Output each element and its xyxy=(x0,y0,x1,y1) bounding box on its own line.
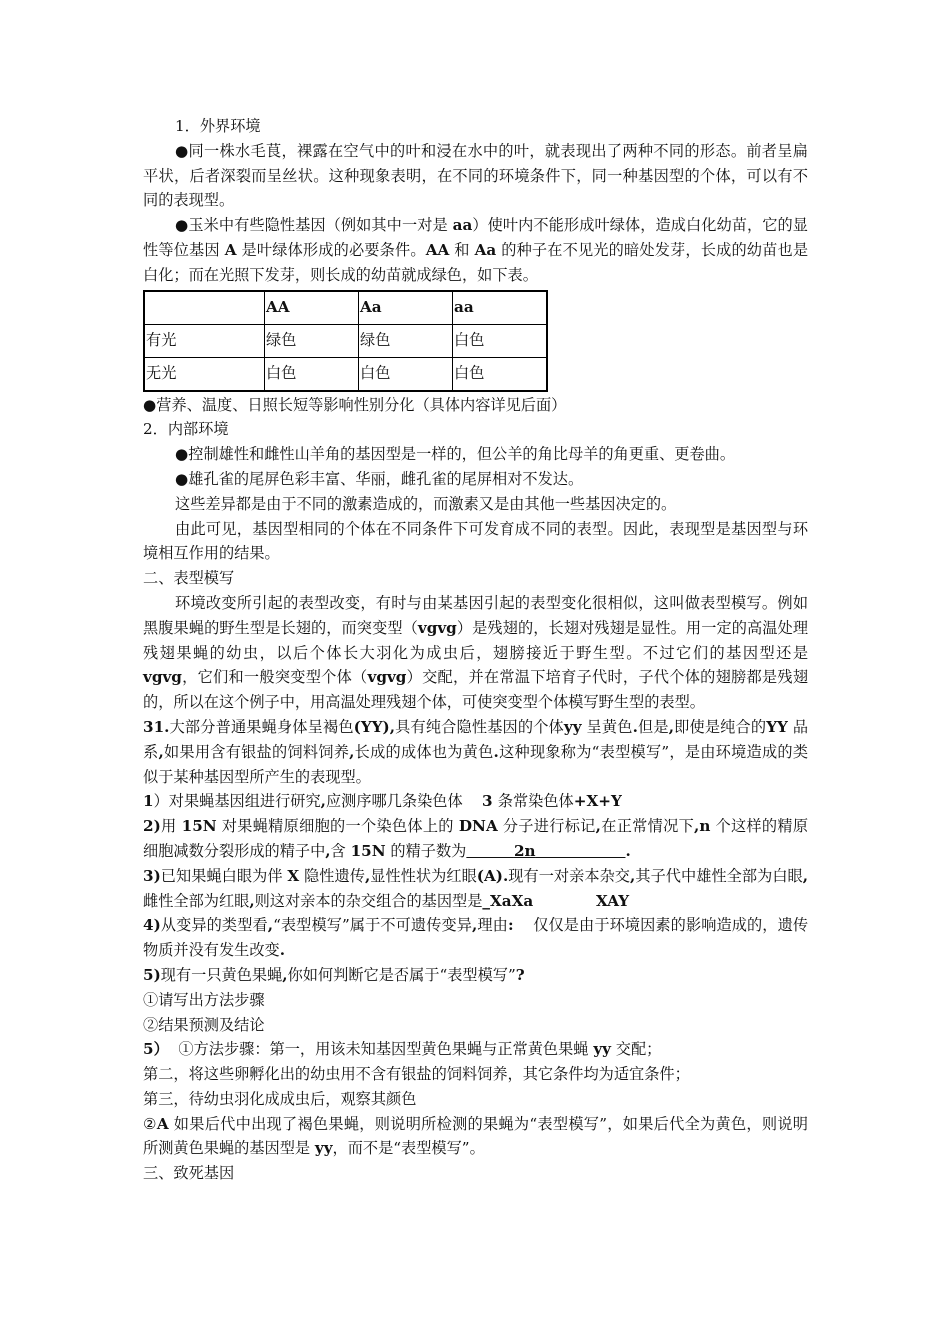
paragraph-goat-horn: ●控制雄性和雌性山羊角的基因型是一样的，但公羊的角比母羊的角更重、更卷曲。 xyxy=(175,445,736,464)
table-row xyxy=(144,324,547,357)
table-cell: 白色 xyxy=(359,357,453,391)
genotype-light-table xyxy=(143,290,548,392)
paragraph-corn-albino: ●玉米中有些隐性基因（例如其中一对是 aa）使叶内不能形成叶绿体，造成白化幼苗，它的显性等位基因 A 是叶绿体形成的必要条件。AA 和 Aa 的种子在不见光的暗处发芽，长成的幼苗也是白化；而在光照下发芽，则长成的幼苗就成绿色，如下表。 xyxy=(143,216,809,284)
question-31-part-4: 4)从变异的类型看,“表型模写”属于不可遗传变异,理由: 仅仅是由于环境因素的影响造成的，遗传物质并没有发生改变. xyxy=(143,916,809,960)
answer-5-step-3: 第三，待幼虫羽化成成虫后，观察其颜色 xyxy=(143,1089,417,1108)
paragraph-phenocopy: 环境改变所引起的表型改变，有时与由某基因引起的表型变化很相似，这叫做表型模写。例如黑腹果蝇的野生型是长翅的，而突变型（vgvg）是残翅的，长翅对残翅是显性。用一定的高温处理残翅果蝇的幼虫，以后个体长大羽化为成虫后，翅膀接近于野生型。不过它们的基因型还是 vgvg，它们和一般突变型个体（vgvg）交配，并在常温下培育子代时，子代个体的翅膀都是残翅的，所以在这个例子中，用高温处理残翅个体，可使突变型个体模写野生型的表型。 xyxy=(143,593,809,712)
paragraph-peacock: ●雄孔雀的尾屏色彩丰富、华丽，雌孔雀的尾屏相对不发达。 xyxy=(175,469,584,488)
table-header-cell xyxy=(144,291,265,325)
document-page xyxy=(143,114,808,1186)
question-31-part-1: 1）对果蝇基因组进行研究,应测序哪几条染色体 3 条常染色体+X+Y xyxy=(143,792,622,811)
question-31-part-5-item-2: ②结果预测及结论 xyxy=(143,1015,265,1034)
table-header-cell: AA xyxy=(265,291,359,325)
paragraph-water-buttercup: ●同一株水毛茛，裸露在空气中的叶和浸在水中的叶，就表现出了两种不同的形态。前者呈扁平状，后者深裂而呈丝状。这种现象表明，在不同的环境条件下，同一种基因型的个体，可以有不同的表现型。 xyxy=(143,141,808,210)
table-cell: 绿色 xyxy=(359,324,453,357)
table-row xyxy=(144,357,547,391)
table-cell: 无光 xyxy=(144,357,265,391)
answer-5-step-2: 第二，将这些卵孵化出的幼虫用不含有银盐的饲料饲养，其它条件均为适宜条件； xyxy=(143,1065,690,1084)
paragraph-sex-differentiation: ●营养、温度、日照长短等影响性别分化（具体内容详见后面） xyxy=(143,395,567,414)
section-heading-internal-env: 2．内部环境 xyxy=(143,420,229,439)
table-header-cell: Aa xyxy=(359,291,453,325)
paragraph-hormone: 这些差异都是由于不同的激素造成的，而激素又是由其他一些基因决定的。 xyxy=(175,494,677,513)
answer-5-step-1: 5） ①方法步骤：第一，用该未知基因型黄色果蝇与正常黄色果蝇 yy 交配； xyxy=(143,1040,662,1059)
table-cell: 绿色 xyxy=(265,324,359,357)
answer-male-genotype: XAY xyxy=(596,891,630,910)
answer-blank-2n: 2n xyxy=(513,841,536,860)
question-31-part-5-item-1: ①请写出方法步骤 xyxy=(143,990,265,1009)
question-31-part-3: 3)已知果蝇白眼为伴 X 隐性遗传,显性性状为红眼(A).现有一对亲本杂交,其子代中雄性全部为白眼,雌性全部为红眼,则这对亲本的杂交组合的基因型是_XaXa XAY xyxy=(143,866,809,910)
table-header-row xyxy=(144,291,547,325)
table-cell: 白色 xyxy=(265,357,359,391)
section-heading-lethal-genes: 三、致死基因 xyxy=(143,1164,235,1183)
answer-5-result: ②A 如果后代中出现了褐色果蝇，则说明所检测的果蝇为“表型模写”，如果后代全为黄色，则说明所测黄色果蝇的基因型是 yy，而不是“表型模写”。 xyxy=(143,1114,808,1158)
question-31-part-5: 5)现有一只黄色果蝇,你如何判断它是否属于“表型模写”? xyxy=(143,965,525,984)
paragraph-conclusion: 由此可见，基因型相同的个体在不同条件下可发育成不同的表型。因此，表现型是基因型与环境相互作用的结果。 xyxy=(143,519,808,563)
answer-female-genotype: _XaXa xyxy=(482,891,534,910)
section-heading-phenocopy: 二、表型模写 xyxy=(143,569,235,588)
section-heading-external-env: 1．外界环境 xyxy=(175,117,261,135)
table-cell: 白色 xyxy=(453,324,548,357)
question-31-part-2: 2)用 15N 对果蝇精原细胞的一个染色体上的 DNA 分子进行标记,在正常情况下,n 个这样的精原细胞减数分裂形成的精子中,含 15N 的精子数为 2n . xyxy=(143,817,809,860)
table-cell: 白色 xyxy=(453,357,548,391)
table-cell: 有光 xyxy=(144,324,265,357)
table-header-cell: aa xyxy=(453,291,548,325)
question-31-intro: 31.大部分普通果蝇身体呈褐色(YY),具有纯合隐性基因的个体yy 呈黄色.但是,即使是纯合的YY 品系,如果用含有银盐的饲料饲养,长成的成体也为黄色.这种现象称为“表型模写”，是由环境造成的类似于某种基因型所产生的表现型。 xyxy=(143,717,809,786)
